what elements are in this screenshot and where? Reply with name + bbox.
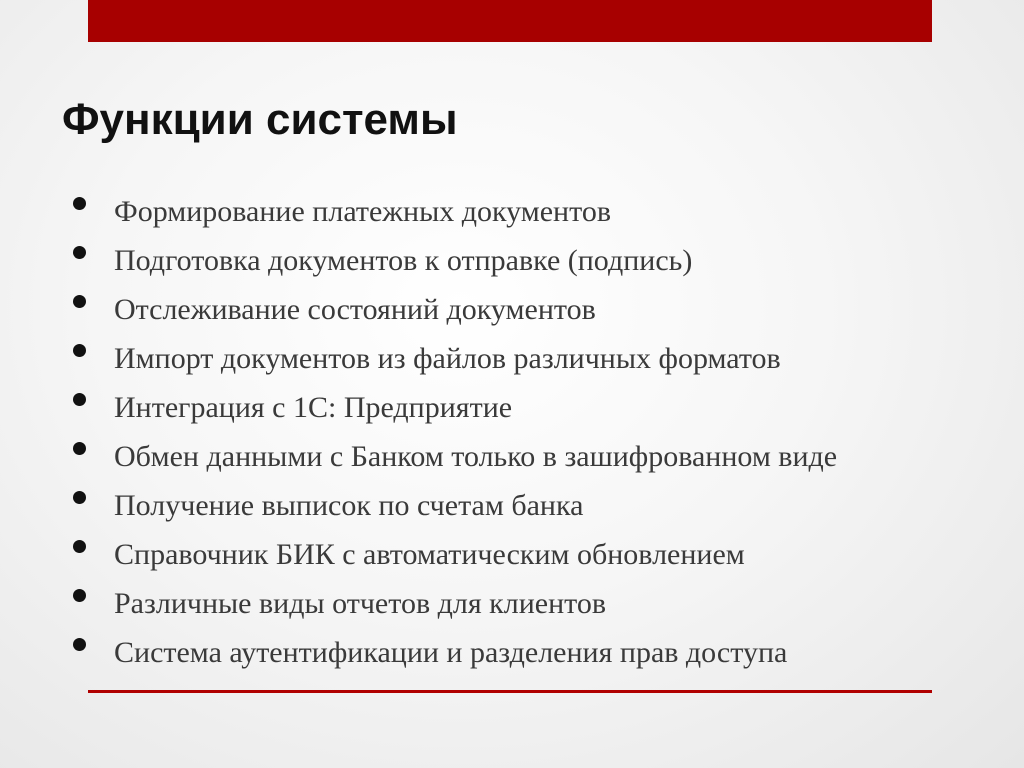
list-item (64, 190, 1004, 239)
list-item (64, 533, 1004, 582)
list-item (64, 239, 1004, 288)
list-item (64, 484, 1004, 533)
slide-title: Функции системы (62, 95, 458, 144)
bullet-dot-icon (73, 197, 86, 210)
bottom-accent-rule (88, 690, 932, 693)
bullet-list (64, 190, 1004, 680)
list-item (64, 631, 1004, 680)
list-item (64, 435, 1004, 484)
bullet-text: Система аутентификации и разделения прав доступа (114, 636, 788, 669)
bullet-dot-icon (73, 393, 86, 406)
bullet-dot-icon (73, 246, 86, 259)
bullet-text: Обмен данными с Банком только в зашифрованном виде (114, 440, 838, 473)
bullet-dot-icon (73, 442, 86, 455)
list-item (64, 337, 1004, 386)
bullet-text: Получение выписок по счетам банка (114, 489, 584, 522)
bullet-dot-icon (73, 589, 86, 602)
bullet-dot-icon (73, 638, 86, 651)
list-item (64, 386, 1004, 435)
bullet-text: Отслеживание состояний документов (114, 293, 596, 326)
bullet-dot-icon (73, 491, 86, 504)
top-accent-band (88, 0, 932, 42)
bullet-dot-icon (73, 295, 86, 308)
list-item (64, 582, 1004, 631)
bullet-text: Справочник БИК с автоматическим обновлением (114, 538, 745, 571)
bullet-text: Импорт документов из файлов различных форматов (114, 342, 781, 375)
bullet-dot-icon (73, 540, 86, 553)
bullet-text: Подготовка документов к отправке (подпись) (114, 244, 693, 277)
bullet-text: Различные виды отчетов для клиентов (114, 587, 607, 620)
bullet-text: Интеграция с 1С: Предприятие (114, 391, 513, 424)
bullet-text: Формирование платежных документов (114, 195, 611, 228)
list-item (64, 288, 1004, 337)
bullet-dot-icon (73, 344, 86, 357)
